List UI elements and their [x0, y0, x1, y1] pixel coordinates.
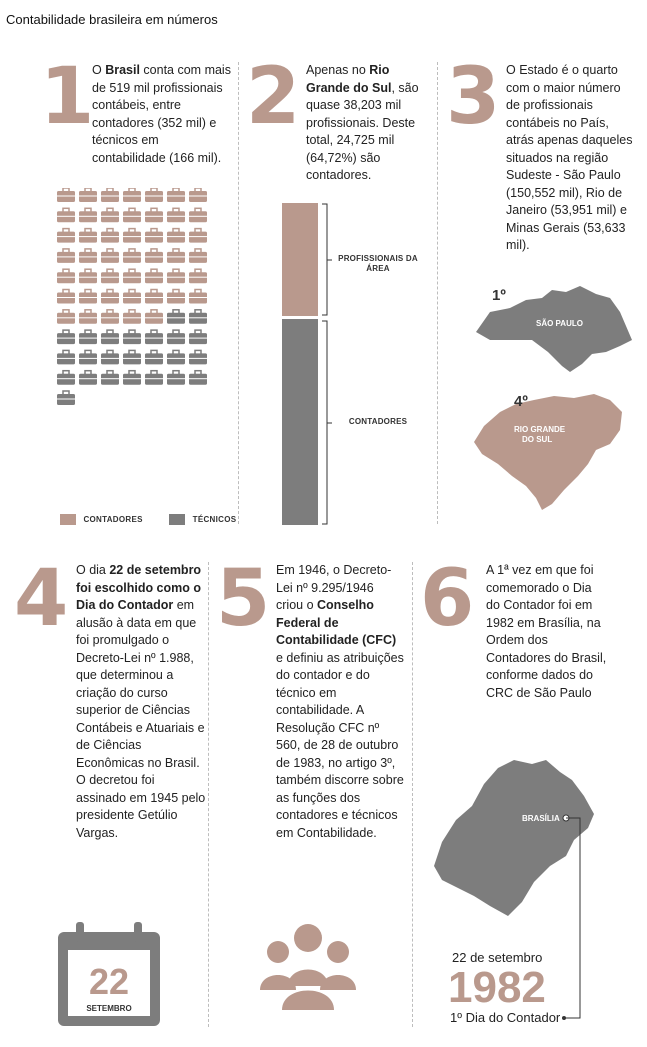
tecnico-icon	[167, 371, 185, 385]
contador-icon	[101, 229, 119, 243]
section-6-number: 6	[420, 554, 475, 644]
tecnico-icon	[167, 330, 185, 344]
tecnico-icon	[167, 350, 185, 364]
contador-icon	[57, 269, 75, 283]
contador-icon	[101, 310, 119, 324]
tecnico-icon	[79, 350, 97, 364]
contador-icon	[79, 269, 97, 283]
rs-rank: 4º	[514, 393, 528, 410]
contador-icon	[79, 310, 97, 324]
contador-icon	[189, 249, 207, 263]
contador-icon	[167, 208, 185, 222]
contador-icon	[123, 208, 141, 222]
legend-tecnicos-label: TÉCNICOS	[192, 515, 237, 525]
professionals-icon-grid	[57, 188, 217, 494]
tecnico-icon	[57, 350, 75, 364]
rs-professionals-bar	[282, 203, 318, 525]
contador-icon	[123, 290, 141, 304]
contador-icon	[79, 249, 97, 263]
contador-icon	[101, 290, 119, 304]
contador-icon	[123, 249, 141, 263]
tecnico-icon	[145, 350, 163, 364]
tecnico-icon	[123, 330, 141, 344]
section-4-text: O dia 22 de setembro foi escolhido como o Dia do Contador em alusão à data em que foi promulgado o Decreto-Lei nº 1.988, que determinou a criação do curso superior de Ciências Contábeis e Atuariais e de Ciências Econômicas no Brasil. O decretou foi assinado em 1945 pelo presidente Getúlio Vargas.	[76, 563, 206, 840]
brasilia-label: BRASÍLIA	[522, 814, 560, 823]
tecnico-icon	[123, 371, 141, 385]
bar-segment-profissionais	[282, 203, 318, 316]
contador-icon	[101, 249, 119, 263]
section-3-number: 3	[446, 52, 501, 142]
contador-icon	[145, 208, 163, 222]
tecnico-icon	[123, 350, 141, 364]
contador-icon	[57, 249, 75, 263]
bar-label-contadores: CONTADORES	[348, 417, 408, 426]
tecnico-icon	[145, 371, 163, 385]
tecnico-icon	[57, 330, 75, 344]
contador-icon	[123, 188, 141, 202]
section-1-text: O Brasil conta com mais de 519 mil profissionais contábeis, entre contadores (352 mil) e técnicos em contabilidade (166 mil).	[92, 63, 231, 165]
contador-icon	[167, 188, 185, 202]
legend	[60, 511, 236, 529]
tecnico-icon	[101, 330, 119, 344]
section-2-number: 2	[246, 52, 301, 142]
contador-icon	[145, 290, 163, 304]
sao-paulo-map	[470, 282, 638, 374]
people-group-icon	[258, 920, 358, 1020]
tecnico-icon	[189, 310, 207, 324]
contador-icon	[101, 269, 119, 283]
divider-4-5	[208, 562, 209, 1027]
contador-icon	[79, 290, 97, 304]
legend-contadores-label: CONTADORES	[83, 515, 143, 525]
legend-tecnicos-swatch	[169, 514, 185, 525]
contador-icon	[123, 229, 141, 243]
brasilia-pointer-line	[560, 812, 590, 1026]
divider-1-2	[238, 62, 239, 524]
legend-contadores-swatch	[60, 514, 76, 525]
section-6-text: A 1ª vez em que foi comemorado o Dia do Contador foi em 1982 em Brasília, na Ordem dos Contadores do Brasil, conforme dados do CRC de São Paulo	[486, 563, 607, 700]
section-5-text: Em 1946, o Decreto-Lei nº 9.295/1946 criou o Conselho Federal de Contabilidade (CFC) e definiu as atribuições do contador e do técnico em contabilidade. A Resolução CFC nº 560, de 28 de outubro de 1983, no artigo 3º, também discorre sobre as funções dos contadores e técnicos em Contabilidade.	[276, 563, 404, 840]
contador-icon	[79, 208, 97, 222]
tecnico-icon	[167, 310, 185, 324]
contador-icon	[57, 188, 75, 202]
section-4-number: 4	[14, 554, 69, 644]
tecnico-icon	[189, 350, 207, 364]
tecnico-icon	[79, 330, 97, 344]
bar-brackets	[320, 203, 334, 525]
bar-label-profissionais: PROFISSIONAIS DA ÁREA	[338, 254, 418, 273]
tecnico-icon	[57, 371, 75, 385]
bar-segment-contadores	[282, 319, 318, 525]
section-5-number: 5	[216, 554, 271, 644]
contador-icon	[57, 208, 75, 222]
rio-grande-do-sul-map	[470, 390, 638, 512]
divider-2-3	[437, 62, 438, 524]
tecnico-icon	[79, 371, 97, 385]
contador-icon	[145, 310, 163, 324]
tecnico-icon	[101, 350, 119, 364]
contador-icon	[189, 188, 207, 202]
day-year: 1982	[448, 963, 546, 1012]
tecnico-icon	[189, 371, 207, 385]
contador-icon	[57, 229, 75, 243]
contador-icon	[123, 269, 141, 283]
calendar-icon	[54, 920, 164, 1030]
contador-icon	[57, 310, 75, 324]
contador-icon	[79, 229, 97, 243]
contador-icon	[189, 208, 207, 222]
page-title: Contabilidade brasileira em números	[6, 12, 218, 27]
calendar-month: SETEMBRO	[86, 1004, 132, 1013]
divider-5-6	[412, 562, 413, 1027]
contador-icon	[101, 188, 119, 202]
day-caption: 1º Dia do Contador	[450, 1010, 561, 1025]
contador-icon	[167, 290, 185, 304]
contador-icon	[101, 208, 119, 222]
tecnico-icon	[101, 371, 119, 385]
contador-icon	[145, 188, 163, 202]
contador-icon	[145, 269, 163, 283]
contador-icon	[167, 249, 185, 263]
contador-icon	[145, 249, 163, 263]
contador-icon	[57, 290, 75, 304]
section-1-number: 1	[40, 52, 95, 142]
contador-icon	[167, 269, 185, 283]
rs-label: RIO GRANDE DO SUL	[514, 425, 566, 444]
sp-rank: 1º	[492, 287, 506, 304]
section-3-text: O Estado é o quarto com o maior número de profissionais contábeis no País, atrás apenas daqueles situados na região Sudeste - São Paulo (150,552 mil), Rio de Janeiro (53,951 mil) e Minas Gerais (53,633 mil).	[506, 63, 633, 252]
contador-icon	[167, 229, 185, 243]
contador-icon	[189, 290, 207, 304]
contador-icon	[79, 188, 97, 202]
sp-label: SÃO PAULO	[536, 319, 583, 328]
contador-icon	[189, 269, 207, 283]
day-date: 22 de setembro	[452, 950, 543, 965]
contador-icon	[123, 310, 141, 324]
calendar-day: 22	[88, 961, 130, 1002]
tecnico-icon	[57, 391, 75, 405]
contador-icon	[145, 229, 163, 243]
contador-icon	[189, 229, 207, 243]
tecnico-icon	[145, 330, 163, 344]
tecnico-icon	[189, 330, 207, 344]
section-2-text: Apenas no Rio Grande do Sul, são quase 38,203 mil profissionais. Deste total, 24,725 mil (64,72%) são contadores.	[306, 63, 419, 182]
